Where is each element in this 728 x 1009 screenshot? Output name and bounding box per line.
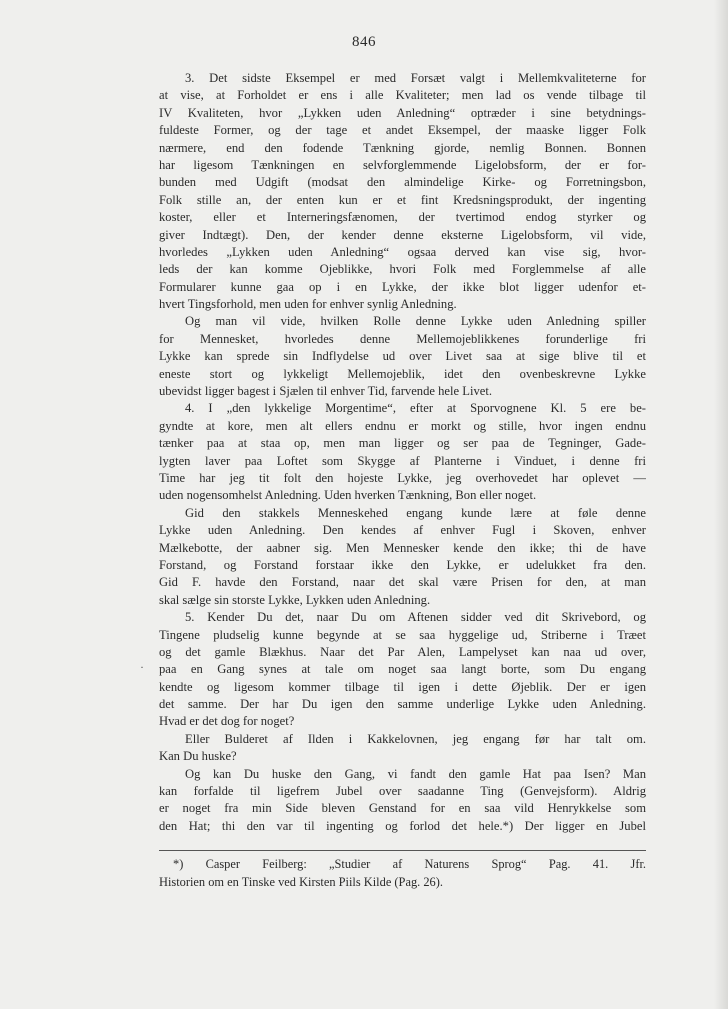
text-line: er noget fra min Side bleven Genstand for en saa vild Henrykkelse som bbox=[159, 801, 646, 816]
text-line: nærmere, end den fodende Tænkning gjorde, nemlig Bonnen. Bonnen bbox=[159, 140, 646, 155]
text-line: 3. Det sidste Eksempel er med Forsæt valgt i Mellemkvaliteterne for bbox=[185, 71, 646, 85]
text-line: for Mennesket, hvorledes denne Mellemojeblikkenes forunderlige fri bbox=[159, 331, 646, 346]
text-line: Gid den stakkels Menneskehed engang kunde lære at føle denne bbox=[185, 505, 646, 520]
text-line: Gid F. havde den Forstand, naar det skal være Prisen for den, at man bbox=[159, 575, 646, 590]
text-line: kendte og ligesom kommer tilbage til igen i dette Øjeblik. Der er igen bbox=[159, 679, 646, 694]
footnote-divider bbox=[159, 850, 646, 851]
footnote-line: *) Casper Feilberg: „Studier af Naturens Sprog“ Pag. 41. Jfr. bbox=[173, 857, 646, 871]
text-line: Mælkebotte, der aabner sig. Men Mennesker kende den ikke; thi de have bbox=[159, 540, 646, 555]
text-line: Kan Du huske? bbox=[159, 749, 237, 764]
page-number: 846 bbox=[352, 34, 376, 50]
text-line: hvert Tingsforhold, men uden for enhver synlig Anledning. bbox=[159, 297, 457, 312]
text-line: at vise, at Forholdet er ens i alle Kvaliteter; men lad os vende tilbage til bbox=[159, 88, 646, 103]
text-line: det samme. Der har Du igen den samme underlige Lykke uden Anledning. bbox=[159, 697, 646, 712]
margin-mark: · bbox=[140, 660, 144, 674]
text-line: har ligesom Tænkningen en selvforglemmende Ligelobsform, der er for- bbox=[159, 157, 646, 172]
body-text bbox=[159, 70, 646, 835]
text-line: Folk stille an, der enten kun er et fint Kredsningsprodukt, der ingenting bbox=[159, 192, 646, 207]
text-line: og det gamle Blækhus. Naar det Par Alen, Lampelyset kan naa ud over, bbox=[159, 644, 646, 659]
text-line: 4. I „den lykkelige Morgentime“, efter at Sporvognene Kl. 5 ere be- bbox=[185, 401, 646, 416]
text-line: skal sælge sin storste Lykke, Lykken uden Anledning. bbox=[159, 592, 431, 607]
text-line: lygten laver paa Loftet som Skygge af Planterne i Vinduet, i denne fri bbox=[159, 453, 646, 468]
text-line: den Hat; thi den var til ingenting og forlod det hele.*) Der ligger en Jubel bbox=[159, 818, 646, 833]
text-line: kan forfalde til ligefrem Jubel over saadanne Ting (Genvejsform). Aldrig bbox=[159, 784, 646, 799]
text-line: eneste stort og lykkeligt Mellemojeblik, idet den ovenbeskrevne Lykke bbox=[159, 366, 646, 381]
text-line: Hvad er det dog for noget? bbox=[159, 714, 295, 729]
text-line: Eller Bulderet af Ilden i Kakkelovnen, jeg engang før har talt om. bbox=[185, 731, 646, 746]
text-line: ubevidst ligger bagest i Sjælen til enhver Tid, farvende hele Livet. bbox=[159, 384, 492, 399]
page-edge-shadow bbox=[714, 0, 728, 1009]
text-line: giver Indtægt). Den, der kender denne eksterne Ligelobsform, vil vide, bbox=[159, 227, 646, 242]
text-line: Formularer kunne gaa op i en Lykke, der ikke blot ligger udenfor et- bbox=[159, 279, 646, 294]
text-line: Lykke kan sprede sin Indflydelse ud over Livet saa at sige blive til et bbox=[159, 349, 646, 364]
text-line: Time har jeg tit folt den hojeste Lykke, jeg overhovedet har oplevet — bbox=[159, 470, 646, 485]
text-line: Forstand, og Forstand forstaar ikke den Lykke, er udelukket fra den. bbox=[159, 557, 646, 572]
text-line: hvorledes „Lykken uden Anledning“ ogsaa derved kan vise sig, hvor- bbox=[159, 244, 646, 259]
text-line: tænker paa at staa op, men man ligger og ser paa de Tegninger, Gade- bbox=[159, 436, 646, 451]
text-line: Lykke uden Anledning. Den kendes af enhver Fugl i Skoven, enhver bbox=[159, 523, 646, 538]
footnote bbox=[159, 856, 646, 891]
text-line: paa en Gang synes at tale om noget saa langt borte, som Du engang bbox=[159, 662, 646, 677]
text-line: koster, eller et Interneringsfænomen, der tvertimod endog styrker og bbox=[159, 210, 646, 225]
text-line: IV Kvaliteten, hvor „Lykken uden Anledning“ optræder i sine betydnings- bbox=[159, 105, 646, 120]
text-line: 5. Kender Du det, naar Du om Aftenen sidder ved dit Skrivebord, og bbox=[185, 610, 646, 625]
text-line: leds der kan komme Ojeblikke, hvori Folk med Forglemmelse af alle bbox=[159, 262, 646, 277]
text-line: fuldeste Former, og der tage et andet Eksempel, der maaske ligger Folk bbox=[159, 123, 646, 138]
text-line: Og man vil vide, hvilken Rolle denne Lykke uden Anledning spiller bbox=[185, 314, 646, 329]
text-line: Og kan Du huske den Gang, vi fandt den gamle Hat paa Isen? Man bbox=[185, 766, 646, 781]
text-line: uden nogensomhelst Anledning. Uden hverken Tænkning, Bon eller noget. bbox=[159, 488, 537, 503]
footnote-line: Historien om en Tinske ved Kirsten Piils Kilde (Pag. 26). bbox=[159, 874, 443, 889]
text-line: gyndte at kore, men alt ellers endnu er morkt og stille, hvor ingen endnu bbox=[159, 418, 646, 433]
text-line: bunden med Udgift (modsat den almindelige Kirke- og Forretningsbon, bbox=[159, 175, 646, 190]
text-line: Tingene pludselig kunne begynde at se saa hyggelige ud, Striberne i Træet bbox=[159, 627, 646, 642]
